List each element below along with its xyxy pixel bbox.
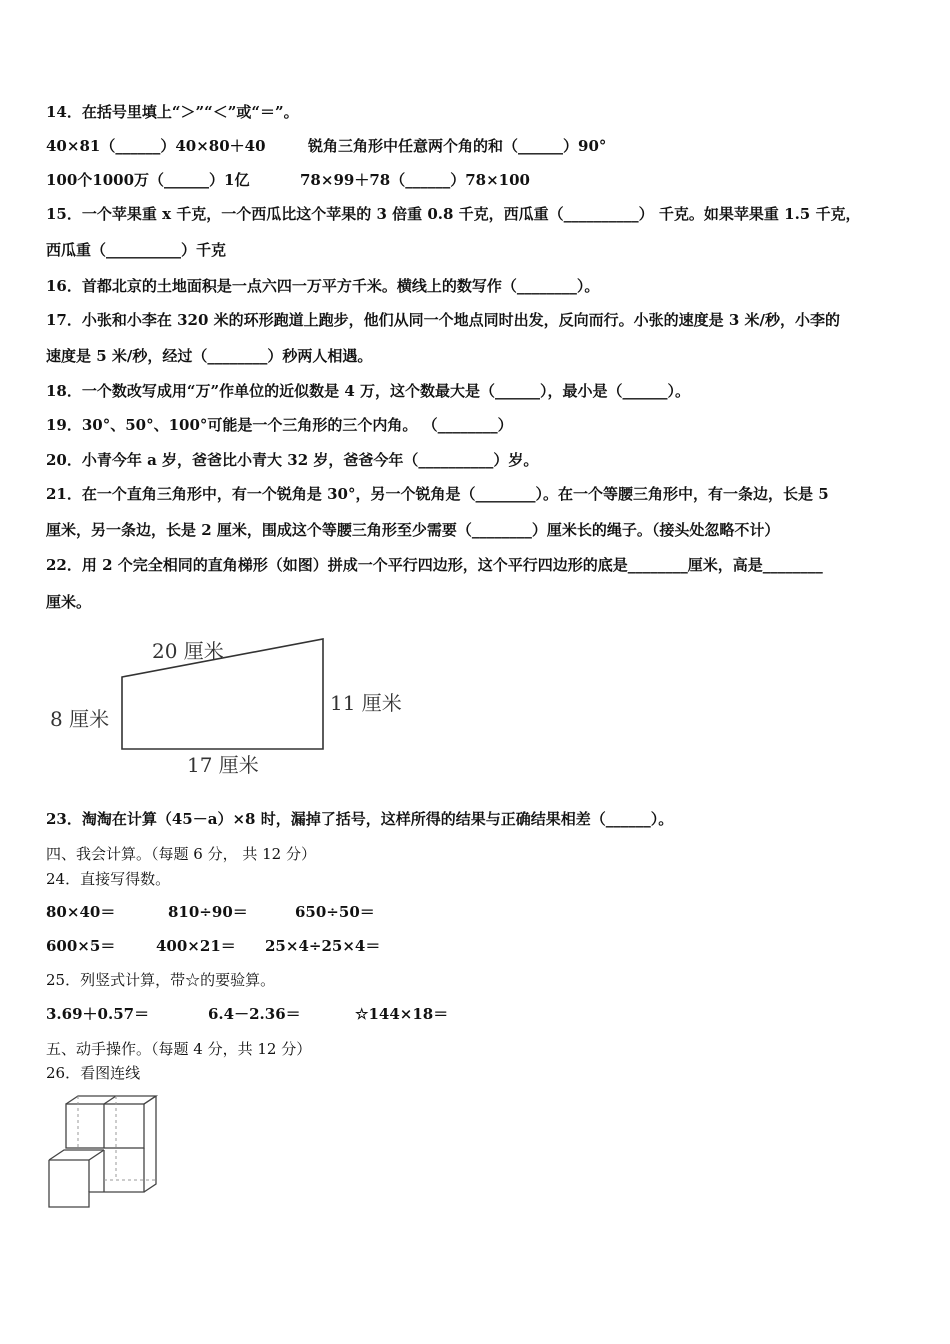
q14-item-3: 100个1000万（______）1亿 <box>46 171 250 189</box>
trapezoid-right-label: 11 厘米 <box>330 691 402 715</box>
q14-item-2: 锐角三角形中任意两个角的和（______）90° <box>308 137 607 155</box>
trapezoid-figure <box>40 625 420 785</box>
section-4-title: 四、我会计算。（每题 6 分， 共 12 分） <box>46 845 316 863</box>
q24-item-6: 25×4÷25×4＝ <box>265 937 381 955</box>
q22-line-2: 厘米。 <box>46 593 92 611</box>
q14-item-1: 40×81（______）40×80＋40 <box>46 137 266 155</box>
q14-title: 14．在括号里填上“＞”“＜”或“＝”。 <box>46 103 299 121</box>
trapezoid-left-label: 8 厘米 <box>50 707 110 731</box>
q22-line-1: 22．用 2 个完全相同的直角梯形（如图）拼成一个平行四边形，这个平行四边形的底是________厘米，高是________ <box>46 556 823 574</box>
q24-item-4: 600×5＝ <box>46 937 116 955</box>
q24-item-3: 650÷50＝ <box>295 903 375 921</box>
q25-item-3: ☆144×18＝ <box>355 1005 449 1023</box>
q16-line-1: 16．首都北京的土地面积是一点六四一万平方千米。横线上的数写作（________）。 <box>46 277 600 295</box>
q24-item-2: 810÷90＝ <box>168 903 248 921</box>
q21-line-2: 厘米，另一条边，长是 2 厘米，围成这个等腰三角形至少需要（________）厘米长的绳子。（接头处忽略不计） <box>46 521 780 539</box>
q24-item-1: 80×40＝ <box>46 903 116 921</box>
q18-line-1: 18．一个数改写成用“万”作单位的近似数是 4 万，这个数最大是（______），最小是（______）。 <box>46 382 691 400</box>
q23-line-1: 23．淘淘在计算（45－a）×8 时，漏掉了括号，这样所得的结果与正确结果相差（______）。 <box>46 810 674 828</box>
q15-line-1: 15．一个苹果重 x 千克，一个西瓜比这个苹果的 3 倍重 0.8 千克，西瓜重（__________） 千克。如果苹果重 1.5 千克， <box>46 205 861 223</box>
section-5-title: 五、动手操作。（每题 4 分，共 12 分） <box>46 1040 312 1058</box>
q25-item-2: 6.4－2.36＝ <box>208 1005 301 1023</box>
q25-title: 25．列竖式计算，带☆的要验算。 <box>46 971 276 989</box>
q14-item-4: 78×99＋78（______）78×100 <box>300 171 530 189</box>
trapezoid-top-label: 20 厘米 <box>152 639 224 663</box>
q21-line-1: 21．在一个直角三角形中，有一个锐角是 30°，另一个锐角是（________）。在一个等腰三角形中，有一条边，长是 5 <box>46 485 829 503</box>
q15-line-2: 西瓜重（__________）千克 <box>46 241 227 259</box>
q17-line-2: 速度是 5 米/秒，经过（________）秒两人相遇。 <box>46 347 373 365</box>
q17-line-1: 17．小张和小李在 320 米的环形跑道上跑步，他们从同一个地点同时出发，反向而行。小张的速度是 3 米/秒，小李的 <box>46 311 840 329</box>
q19-line-1: 19．30°、50°、100°可能是一个三角形的三个内角。 （________） <box>46 416 513 434</box>
cube-figure <box>44 1092 164 1217</box>
trapezoid-bottom-label: 17 厘米 <box>187 753 259 777</box>
q24-item-5: 400×21＝ <box>156 937 236 955</box>
q24-title: 24．直接写得数。 <box>46 870 171 888</box>
q25-item-1: 3.69＋0.57＝ <box>46 1005 150 1023</box>
q20-line-1: 20．小青今年 a 岁，爸爸比小青大 32 岁，爸爸今年（__________）岁。 <box>46 451 539 469</box>
q26-title: 26．看图连线 <box>46 1064 141 1082</box>
